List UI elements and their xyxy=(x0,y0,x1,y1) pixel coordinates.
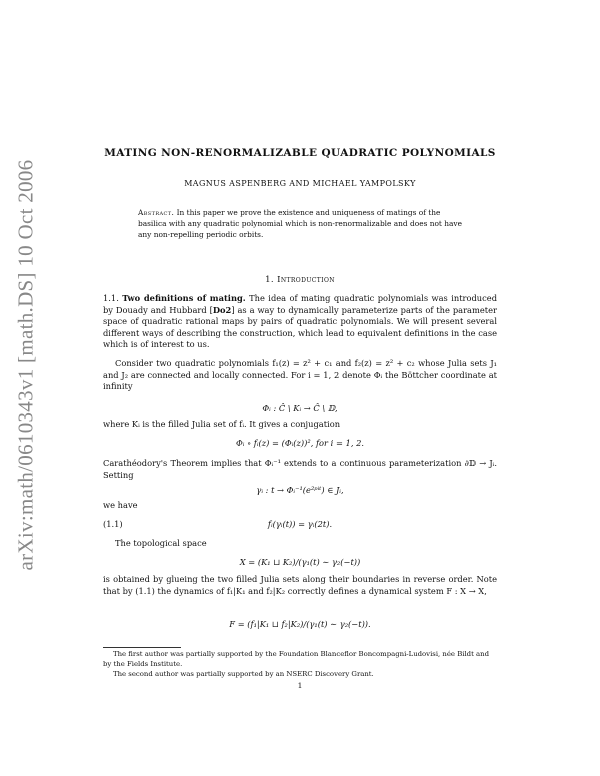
paragraph-consider: Consider two quadratic polynomials f₁(z) = z² + c₁ and f₂(z) = z² + c₂ whose Julia sets J₁ and J₂ are connected and locally connected. For i = 1, 2 denote Φᵢ the Böttcher coordinate at infinity xyxy=(103,358,497,392)
equation-1-1: fᵢ(γᵢ(t)) = γᵢ(2t). xyxy=(267,519,333,529)
paragraph-topological-space: The topological space xyxy=(115,538,207,548)
paragraph-glueing: is obtained by glueing the two filled Julia sets along their boundaries in reverse order. Note that by (1.1) the dynamics of f₁|K₁ and f₂|K₂ correctly defines a dynamical system F : X → X, xyxy=(103,574,497,596)
footnote-2: The second author was partially supported by an NSERC Discovery Grant. xyxy=(113,670,374,678)
text-we-have: we have xyxy=(103,500,138,510)
subsection-text-b: ] as a way to dynamically parameterize parts of the parameter space of quadratic rational maps by pairs of quadratic polynomials. We will present several different ways of describing the construction, which lead to equivalent definitions in the case which is of interest to us. xyxy=(103,304,497,350)
abstract-label: Abstract. xyxy=(138,208,175,217)
footnote-1: The first author was partially supported by the Foundation Blanceflor Boncompagni-Ludovisi, née Bildt and by the Fields Institute. xyxy=(103,650,489,668)
equation-X: X = (K₁ ⊔ K₂)/(γ₁(t) ∼ γ₂(−t)) xyxy=(239,557,361,567)
equation-F: F = (f₁|K₁ ⊔ f₂|K₂)/(γ₁(t) ∼ γ₂(−t)). xyxy=(229,619,371,629)
section-heading: 1. Introduction xyxy=(265,275,335,285)
citation-link[interactable]: Do2 xyxy=(212,304,232,315)
abstract xyxy=(138,207,462,240)
abstract-text: In this paper we prove the existence and uniqueness of matings of the basilica with any quadratic polynomial which is non-renormalizable and does not have any non-repelling periodic orbits. xyxy=(138,208,462,239)
paragraph-filled-julia: where Kᵢ is the filled Julia set of fᵢ. It gives a conjugation xyxy=(103,419,341,429)
arxiv-stamp xyxy=(6,150,46,580)
paper-authors: MAGNUS ASPENBERG AND MICHAEL YAMPOLSKY xyxy=(184,179,416,188)
footnote-rule xyxy=(103,647,181,648)
subsection-text-a: The idea of mating quadratic polynomials was introduced by Douady and Hubbard [ xyxy=(103,293,498,315)
paper-title: MATING NON-RENORMALIZABLE QUADRATIC POLYNOMIALS xyxy=(104,147,496,159)
equation-label: (1.1) xyxy=(103,519,123,529)
subsection-number: 1.1. xyxy=(103,293,119,303)
page-number: 1 xyxy=(297,681,303,690)
equation-gamma: γᵢ : t → Φᵢ⁻¹(e²ᵖⁱᵗ) ∈ Jᵢ, xyxy=(256,485,344,495)
subsection-title: Two definitions of mating. xyxy=(122,293,246,303)
subsection-paragraph xyxy=(103,293,497,351)
equation-conjugation: Φᵢ ∘ fᵢ(z) = (Φᵢ(z))², for i = 1, 2. xyxy=(235,438,365,448)
equation-phi: Φᵢ : Ĉ \ Kᵢ → Ĉ \ 𝔻, xyxy=(262,403,338,413)
arxiv-stamp-text: arXiv:math/0610343v1 [math.DS] 10 Oct 2006 xyxy=(13,159,38,571)
paragraph-caratheodory: Carathéodory's Theorem implies that Φᵢ⁻¹ extends to a continuous parameterization ∂𝔻 → Jᵢ. Setting xyxy=(103,458,497,480)
